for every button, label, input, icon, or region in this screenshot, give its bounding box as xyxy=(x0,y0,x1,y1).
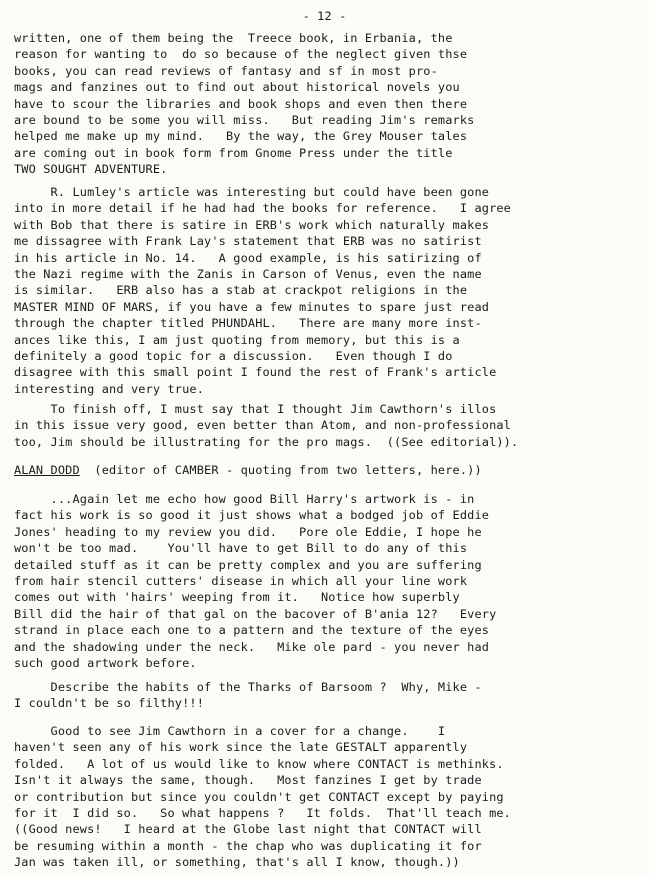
letter-author: ALAN DODD xyxy=(14,463,80,477)
paragraph-tharks xyxy=(14,679,646,712)
text-line: Isn't it always the same, though. Most fanzines I get by trade xyxy=(14,773,482,788)
text-line: me dissagree with Frank Lay's statement that ERB was no satirist xyxy=(14,234,482,249)
text-line: fact his work is so good it just shows what a bodged job of Eddie xyxy=(14,508,490,523)
text-line: TWO SOUGHT ADVENTURE. xyxy=(14,162,168,177)
paragraph-contact xyxy=(14,723,646,871)
text-line: folded. A lot of us would like to know where CONTACT is methinks. xyxy=(14,756,504,771)
text-line: have to scour the libraries and book shops and even then there xyxy=(14,96,468,111)
text-line: To finish off, I must say that I thought Jim Cawthorn's illos xyxy=(14,402,497,416)
text-line: too, Jim should be illustrating for the pro mags. ((See editorial)). xyxy=(14,434,519,449)
text-line: with Bob that there is satire in ERB's work which naturally makes xyxy=(14,217,490,232)
paragraph-cawthorn-illos xyxy=(14,401,646,450)
text-line: mags and fanzines out to find out about historical novels you xyxy=(14,80,460,95)
text-line: into in more detail if he had had the books for reference. I agree xyxy=(14,201,511,216)
text-line: Jan was taken ill, or something, that's all I know, though.)) xyxy=(14,855,460,870)
text-line: won't be too mad. You'll have to get Bill to do any of this xyxy=(14,541,468,556)
text-line: in his article in No. 14. A good example, is his satirizing of xyxy=(14,250,482,265)
text-line: are coming out in book form from Gnome Press under the title xyxy=(14,145,453,160)
text-line: in this issue very good, even better than Atom, and non-professional xyxy=(14,418,511,433)
text-line: such good artwork before. xyxy=(14,655,197,670)
text-line: ((Good news! I heard at the Globe last night that CONTACT will xyxy=(14,822,482,837)
text-line: Good to see Jim Cawthorn in a cover for a change. I xyxy=(14,724,446,738)
letter-editor-note: (editor of CAMBER - quoting from two letters, here.)) xyxy=(79,463,482,477)
text-line: interesting and very true. xyxy=(14,381,205,396)
paragraph-lumley-article xyxy=(14,184,646,397)
text-line: helped me make up my mind. By the way, the Grey Mouser tales xyxy=(14,129,468,144)
text-line: ances like this, I am just quoting from memory, but this is a xyxy=(14,332,460,347)
text-line: for it I did so. So what happens ? It folds. That'll teach me. xyxy=(14,805,511,820)
text-line: strand in place each one to a pattern and the texture of the eyes xyxy=(14,623,490,638)
text-line: Bill did the hair of that gal on the bacover of B'ania 12? Every xyxy=(14,606,497,621)
text-line: Jones' heading to my review you did. Pore ole Eddie, I hope he xyxy=(14,524,482,539)
text-line: from hair stencil cutters' disease in which all your line work xyxy=(14,573,468,588)
text-line: and the shadowing under the neck. Mike ole pard - you never had xyxy=(14,639,490,654)
text-line: the Nazi regime with the Zanis in Carson of Venus, even the name xyxy=(14,266,482,281)
text-line: ...Again let me echo how good Bill Harry's artwork is - in xyxy=(14,492,475,506)
paragraph-bill-harry-artwork xyxy=(14,491,646,671)
text-line: through the chapter titled PHUNDAHL. There are many more inst- xyxy=(14,316,482,331)
text-line: reason for wanting to do so because of the neglect given thse xyxy=(14,47,468,62)
letter-header xyxy=(14,462,646,478)
text-line: are bound to be some you will miss. But reading Jim's remarks xyxy=(14,112,475,127)
text-line: I couldn't be so filthy!!! xyxy=(14,696,205,711)
text-line: MASTER MIND OF MARS, if you have a few minutes to spare just read xyxy=(14,299,490,314)
text-line: or contribution but since you couldn't get CONTACT except by paying xyxy=(14,789,504,804)
text-line: detailed stuff as it can be pretty complex and you are suffering xyxy=(14,557,482,572)
text-line: books, you can read reviews of fantasy and sf in most pro- xyxy=(14,63,438,78)
text-line: comes out with 'hairs' weeping from it. Notice how superbly xyxy=(14,590,460,605)
text-line: definitely a good topic for a discussion. Even though I do xyxy=(14,348,453,363)
paragraph-erbania xyxy=(14,30,646,178)
text-line: be resuming within a month - the chap who was duplicating it for xyxy=(14,838,482,853)
text-line: Describe the habits of the Tharks of Barsoom ? Why, Mike - xyxy=(14,680,482,694)
text-line: is similar. ERB also has a stab at crackpot religions in the xyxy=(14,283,468,298)
text-line: written, one of them being the Treece book, in Erbania, the xyxy=(14,31,453,45)
text-line: haven't seen any of his work since the late GESTALT apparently xyxy=(14,740,468,755)
page-number: - 12 - xyxy=(302,9,347,23)
text-line: R. Lumley's article was interesting but could have been gone xyxy=(14,185,490,199)
text-line: disagree with this small point I found the rest of Frank's article xyxy=(14,365,497,380)
